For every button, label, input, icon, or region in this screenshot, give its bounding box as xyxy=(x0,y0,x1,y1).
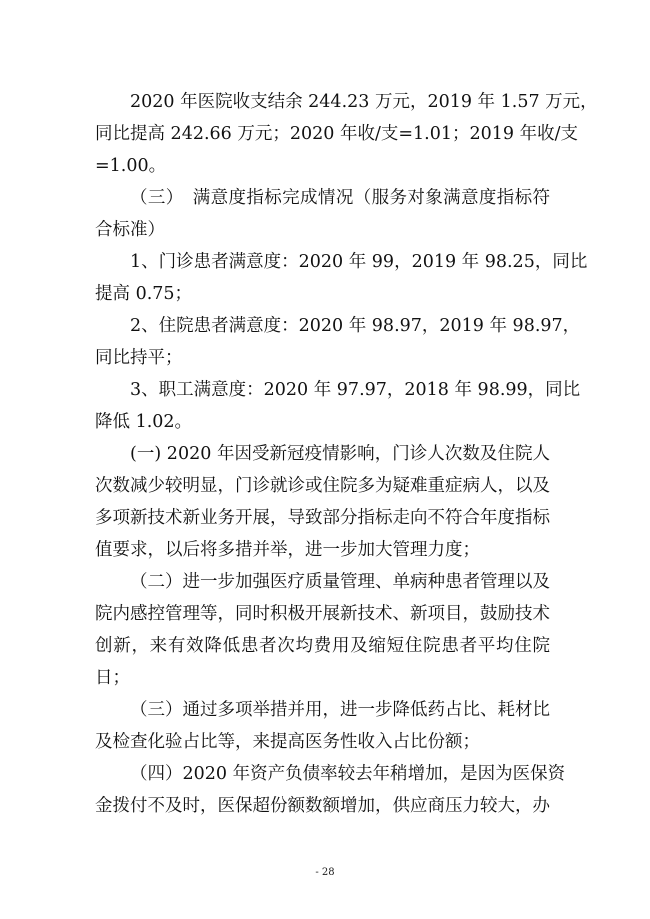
text-line-content: （四）2020 年资产负债率较去年稍增加，是因为医保资 xyxy=(130,764,566,784)
text-line-content: 日； xyxy=(95,668,130,688)
text-line-content: （三） 满意度指标完成情况（服务对象满意度指标符 xyxy=(130,188,550,208)
text-line-content: 多项新技术新业务开展，导致部分指标走向不符合年度指标 xyxy=(95,508,550,528)
text-line-content: （三）通过多项举措并用，进一步降低药占比、耗材比 xyxy=(130,700,550,720)
text-line-content: 合标准） xyxy=(95,220,165,240)
text-line-content: 金拨付不及时，医保超份额数额增加，供应商压力较大，办 xyxy=(95,796,550,816)
text-line-content: 2020 年医院收支结余 244.23 万元，2019 年 1.57 万元， xyxy=(130,92,598,112)
text-line-content: 同比持平； xyxy=(95,348,183,368)
text-line-content: 值要求，以后将多措并举，进一步加大管理力度； xyxy=(95,540,480,560)
text-line-content: =1.00。 xyxy=(95,156,167,176)
text-line-content: 创新，来有效降低患者次均费用及缩短住院患者平均住院 xyxy=(95,636,550,656)
text-line-content: 2、住院患者满意度：2020 年 98.97，2019 年 98.97， xyxy=(130,316,581,336)
text-line-content: 3、职工满意度：2020 年 97.97，2018 年 98.99，同比 xyxy=(130,380,581,400)
text-line-content: 院内感控管理等，同时积极开展新技术、新项目，鼓励技术 xyxy=(95,604,550,624)
text-line-content: 同比提高 242.66 万元；2020 年收/支=1.01；2019 年收/支 xyxy=(95,124,578,144)
page-number: - 28 xyxy=(315,867,335,878)
text-line-content: （二）进一步加强医疗质量管理、单病种患者管理以及 xyxy=(130,572,550,592)
text-line-content: 提高 0.75； xyxy=(95,284,193,304)
text-line-content: (一) 2020 年因受新冠疫情影响，门诊人次数及住院人 xyxy=(130,444,550,464)
text-line-content: 及检查化验占比等，来提高医务性收入占比份额； xyxy=(95,732,480,752)
text-line-content: 降低 1.02。 xyxy=(95,412,193,432)
text-line-content: 1、门诊患者满意度：2020 年 99，2019 年 98.25，同比 xyxy=(130,252,588,272)
text-line-content: 次数减少较明显，门诊就诊或住院多为疑难重症病人，以及 xyxy=(95,476,550,496)
